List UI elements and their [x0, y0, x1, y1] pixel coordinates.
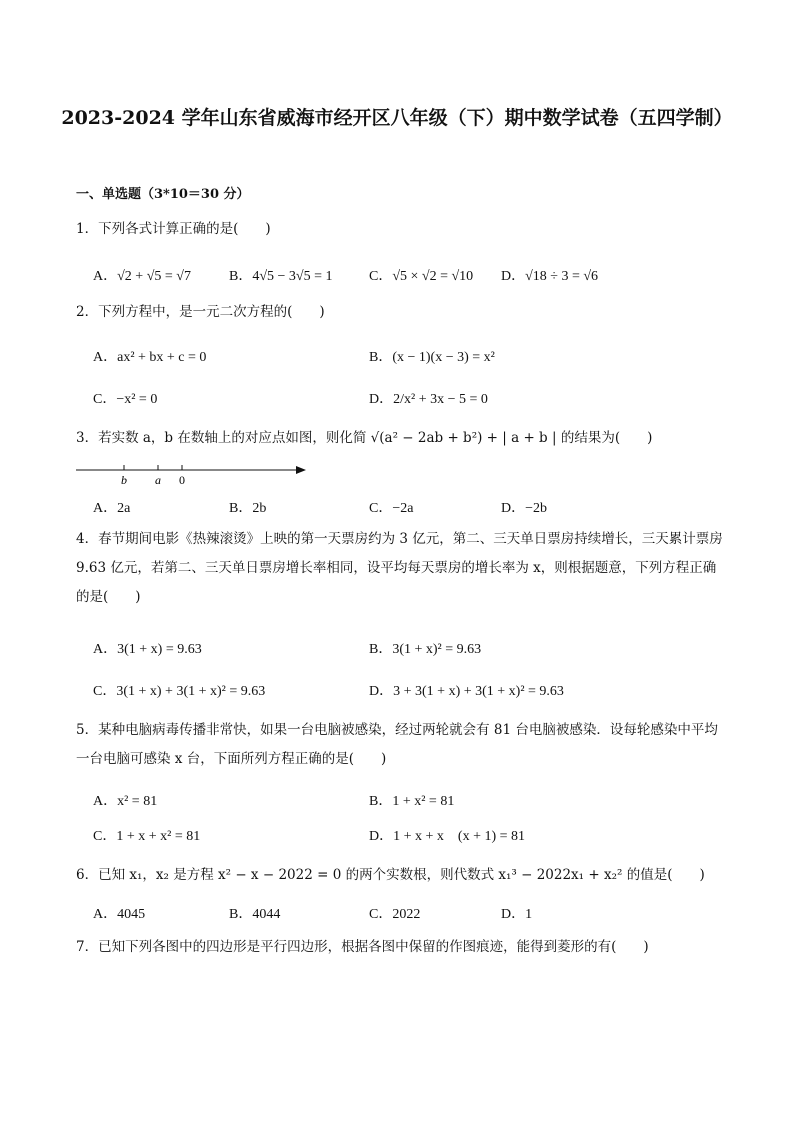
question-7-stem: 7．已知下列各图中的四边形是平行四边形，根据各图中保留的作图痕迹，能得到菱形的有( ) — [76, 939, 649, 955]
number-line-figure — [76, 462, 306, 490]
q3-option-d: D．−2b — [501, 501, 548, 516]
q1-option-c: C．√5 × √2 = √10 — [369, 269, 474, 284]
question-6-stem: 6．已知 x₁，x₂ 是方程 x² − x − 2022 = 0 的两个实数根，则代数式 x₁³ − 2022x₁ + x₂² 的值是( ) — [76, 867, 705, 883]
q1-option-b: B．4√5 − 3√5 = 1 — [229, 269, 333, 284]
q1-option-d: D．√18 ÷ 3 = √6 — [501, 269, 599, 284]
label-b: b — [121, 473, 127, 487]
label-a: a — [155, 473, 161, 487]
q5-option-b: B．1 + x² = 81 — [369, 794, 455, 809]
q3-option-c: C．−2a — [369, 501, 414, 516]
page-title: 2023-2024 学年山东省威海市经开区八年级（下）期中数学试卷（五四学制） — [61, 107, 733, 129]
q2-option-c: C．−x² = 0 — [93, 392, 158, 407]
question-1-stem: 1．下列各式计算正确的是( ) — [76, 221, 271, 237]
q6-option-b: B．4044 — [229, 907, 281, 922]
number-line-arrow — [296, 466, 306, 474]
question-3-stem: 3．若实数 a，b 在数轴上的对应点如图，则化简 √(a² − 2ab + b²) + | a + b | 的结果为( ) — [76, 430, 653, 446]
q2-option-b: B．(x − 1)(x − 3) = x² — [369, 350, 495, 365]
q3-option-a: A．2a — [93, 501, 131, 516]
q6-option-c: C．2022 — [369, 907, 421, 922]
q5-option-c: C．1 + x + x² = 81 — [93, 829, 201, 844]
question-4-stem: 4．春节期间电影《热辣滚烫》上映的第一天票房约为 3 亿元，第二、三天单日票房持续增长，三天累计票房 9.63 亿元，若第二、三天单日票房增长率相同，设平均每天票房的增长率为 x，则根据题意，下列方程正确的是( ) — [76, 531, 723, 605]
q5-option-d: D．1 + x + x (x + 1) = 81 — [369, 829, 526, 844]
question-2-stem: 2．下列方程中，是一元二次方程的( ) — [76, 304, 325, 320]
q6-option-a: A．4045 — [93, 907, 146, 922]
q4-option-d: D．3 + 3(1 + x) + 3(1 + x)² = 9.63 — [369, 684, 564, 699]
q2-option-d: D．2/x² + 3x − 5 = 0 — [369, 392, 488, 407]
q4-option-c: C．3(1 + x) + 3(1 + x)² = 9.63 — [93, 684, 266, 699]
q3-option-b: B．2b — [229, 501, 267, 516]
question-5-stem: 5．某种电脑病毒传播非常快，如果一台电脑被感染，经过两轮就会有 81 台电脑被感染．设每轮感染中平均一台电脑可感染 x 台，下面所列方程正确的是( ) — [76, 722, 718, 767]
q6-option-d: D．1 — [501, 907, 533, 922]
q4-option-b: B．3(1 + x)² = 9.63 — [369, 642, 482, 657]
label-0: 0 — [179, 473, 185, 487]
section-heading: 一、单选题（3*10＝30 分） — [76, 187, 250, 202]
q5-option-a: A．x² = 81 — [93, 794, 158, 809]
q2-option-a: A．ax² + bx + c = 0 — [93, 350, 207, 365]
q1-option-a: A．√2 + √5 = √7 — [93, 269, 191, 284]
q4-option-a: A．3(1 + x) = 9.63 — [93, 642, 202, 657]
